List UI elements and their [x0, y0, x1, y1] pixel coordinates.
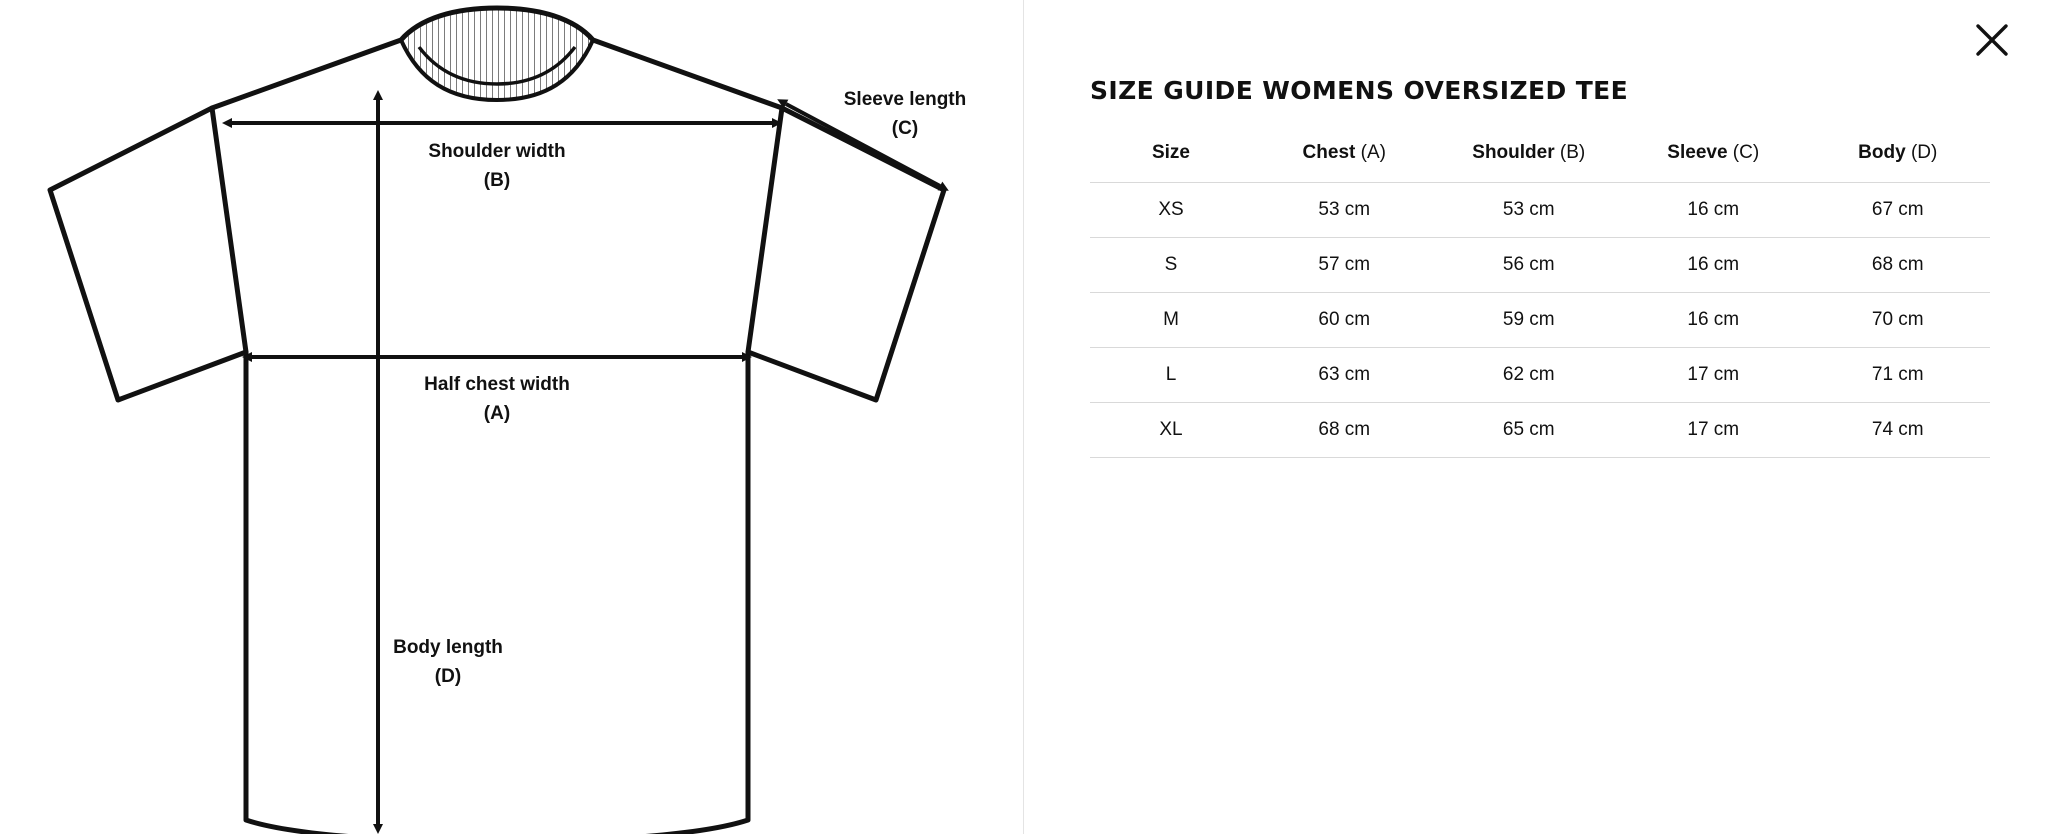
sleeve-length-label-line2: (C)	[891, 118, 919, 139]
column-header-shoulder-paren: (B)	[1559, 142, 1586, 163]
close-x-glyph	[1975, 23, 2009, 57]
cell-size: M	[1090, 293, 1252, 348]
table-row	[1090, 348, 1990, 403]
column-header-sleeve	[1621, 128, 1806, 183]
cell-shoulder: 65 cm	[1437, 403, 1622, 458]
column-header-size-label: Size	[1151, 142, 1191, 163]
cell-shoulder: 53 cm	[1437, 183, 1622, 238]
column-header-size	[1090, 128, 1252, 183]
table-row	[1090, 403, 1990, 458]
table-header-row	[1090, 128, 1990, 183]
cell-size: XS	[1090, 183, 1252, 238]
cell-sleeve: 16 cm	[1621, 238, 1806, 293]
column-header-body	[1806, 128, 1991, 183]
body-length-label-line2: (D)	[434, 666, 462, 687]
column-header-chest-label: Chest	[1302, 142, 1361, 163]
cell-body: 74 cm	[1806, 403, 1991, 458]
cell-body: 68 cm	[1806, 238, 1991, 293]
cell-chest: 53 cm	[1252, 183, 1437, 238]
column-header-chest	[1252, 128, 1437, 183]
cell-body: 70 cm	[1806, 293, 1991, 348]
cell-shoulder: 62 cm	[1437, 348, 1622, 403]
cell-sleeve: 16 cm	[1621, 183, 1806, 238]
cell-chest: 60 cm	[1252, 293, 1437, 348]
page-title: SIZE GUIDE WOMENS OVERSIZED TEE	[1090, 76, 1629, 105]
column-header-sleeve-paren: (C)	[1732, 142, 1760, 163]
cell-sleeve: 16 cm	[1621, 293, 1806, 348]
column-header-body-paren: (D)	[1910, 142, 1938, 163]
cell-chest: 68 cm	[1252, 403, 1437, 458]
size-table-container	[1090, 128, 1990, 458]
cell-size: S	[1090, 238, 1252, 293]
column-header-sleeve-label: Sleeve	[1667, 142, 1733, 163]
shoulder-width-label-line1: Shoulder width	[428, 141, 566, 162]
column-header-chest-paren: (A)	[1360, 142, 1386, 163]
column-header-shoulder	[1437, 128, 1622, 183]
table-row	[1090, 238, 1990, 293]
size-guide-pane	[1024, 0, 2048, 834]
shoulder-width-label-line2: (B)	[483, 170, 511, 191]
cell-sleeve: 17 cm	[1621, 348, 1806, 403]
cell-sleeve: 17 cm	[1621, 403, 1806, 458]
close-icon[interactable]	[1966, 14, 2018, 66]
half-chest-label-line1: Half chest width	[424, 374, 570, 395]
body-length-label-line1: Body length	[393, 637, 503, 658]
sleeve-length-label-line1: Sleeve length	[843, 89, 967, 110]
size-chart-table	[1090, 128, 1990, 458]
table-row	[1090, 293, 1990, 348]
cell-chest: 57 cm	[1252, 238, 1437, 293]
half-chest-label-line2: (A)	[483, 403, 511, 424]
cell-size: L	[1090, 348, 1252, 403]
column-header-shoulder-label: Shoulder	[1472, 142, 1560, 163]
column-header-body-label: Body	[1858, 142, 1911, 163]
cell-body: 67 cm	[1806, 183, 1991, 238]
cell-shoulder: 56 cm	[1437, 238, 1622, 293]
cell-chest: 63 cm	[1252, 348, 1437, 403]
table-row	[1090, 183, 1990, 238]
cell-body: 71 cm	[1806, 348, 1991, 403]
cell-shoulder: 59 cm	[1437, 293, 1622, 348]
cell-size: XL	[1090, 403, 1252, 458]
